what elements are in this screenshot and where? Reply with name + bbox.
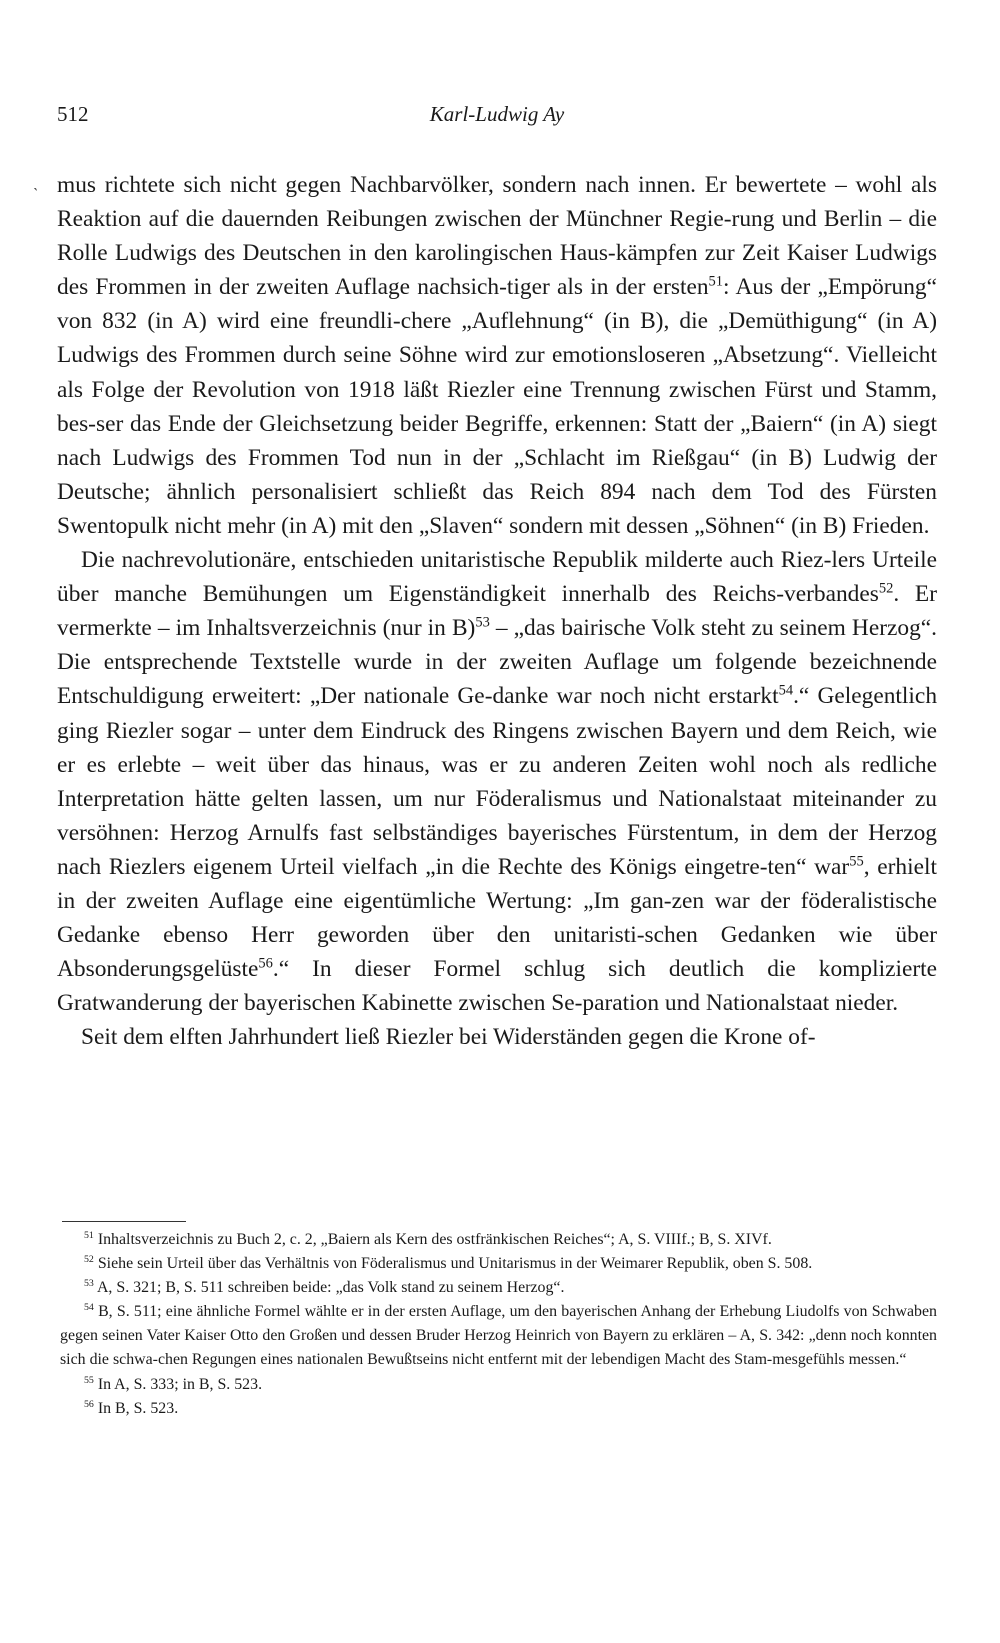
footnotes [60,1228,937,1421]
page-number: 512 [57,102,89,126]
footnote-number: 51 [84,1230,94,1242]
text-segment: – „das bairische Volk steht zu seinem Herzog“. Die entsprechende Textstelle wurde in der zweiten Auflage um folgende bezeichnende Entschuldigung erweitert: „Der nationale Ge-danke war noch nicht erstarkt [57,615,938,710]
footnote [60,1397,937,1421]
footnote-text: In A, S. 333; in B, S. 523. [93,1375,263,1393]
footnote-ref[interactable]: 55 [849,853,864,870]
footnote-ref[interactable]: 56 [258,955,273,972]
footnote-text: Inhaltsverzeichnis zu Buch 2, c. 2, „Baiern als Kern des ostfränkischen Reiches“; A, S. VIIIf.; B, S. XIVf. [93,1231,772,1248]
footnote [60,1276,937,1300]
footnote [60,1252,937,1276]
paragraph [57,543,937,1020]
paragraph [57,168,937,543]
footnote [60,1228,937,1252]
footnote-text: A, S. 321; B, S. 511 schreiben beide: „das Volk stand zu seinem Herzog“. [93,1279,565,1297]
text-segment: : Aus der „Empörung“ von 832 (in A) wird eine freundli-chere „Auflehnung“ (in B), die „Demüthigung“ (in A) Ludwigs des Frommen durch seine Söhne wird zur emotionsloseren „Absetzung“. Vielleicht als Folge der Revolution von 1918 läßt Riezler eine Trennung zwischen Fürst und Stamm, bes-ser das Ende der Gleichsetzung beider Begriffe, erkennen: Statt der „Baiern“ (in A) siegt nach Ludwigs des Frommen Tod nun in der „Schlacht im Rießgau“ (in B) Ludwig der Deutsche; ähnlich personalisiert schließt das Reich 894 nach dem Tod des Fürsten Swentopulk nicht mehr (in A) mit den „Slaven“ sondern mit dessen „Söhnen“ (in B) Frieden. [57,274,937,539]
text-segment: .“ In dieser Formel schlug sich deutlich die komplizierte Gratwanderung der bayerischen Kabinette zwischen Se-paration und Nationalstaat nieder. [57,956,937,1017]
footnote-text: Siehe sein Urteil über das Verhältnis von Föderalismus und Unitarismus in der Weimarer Republik, oben S. 508. [93,1255,813,1273]
footnote [60,1373,937,1397]
footnote-ref[interactable]: 54 [778,682,794,699]
text-segment: .“ Gelegentlich ging Riezler sogar – unter dem Eindruck des Ringens zwischen Bayern und dem Reich, wie er es erlebte – weit über das hinaus, was er zu anderen Zeiten wohl noch als redliche Interpretation hätte gelten lassen, um nur Föderalismus und Nationalstaat miteinander zu versöhnen: Herzog Arnulfs fast selbständiges bayerisches Fürstentum, in dem der Herzog nach Riezlers eigenem Urteil vielfach „in die Rechte des Königs eingetre-ten“ war [57,683,938,880]
footnote-ref[interactable]: 52 [878,580,894,597]
footnote-text: B, S. 511; eine ähnliche Formel wählte er in der ersten Auflage, um den bayerischen Anhang der Erhebung Liudolfs von Schwaben gegen seinen Vater Kaiser Otto den Großen und dessen Bruder Herzog Heinrich von Bayern zu erklären – A, S. 342: „denn noch konnten sich die schwa-chen Regungen eines nationalen Bewußtseins nicht entfernt mit der lebendigen Macht des Stam-mesgefühls messen.“ [60,1303,937,1369]
footnote-text: In B, S. 523. [93,1399,179,1417]
running-head: Karl-Ludwig Ay [429,102,565,126]
footnote-number: 54 [84,1302,94,1314]
footnote-number: 53 [84,1278,94,1290]
page-header [57,102,937,132]
footnote-number: 52 [84,1254,94,1266]
text-segment: . Er vermerkte – im Inhaltsverzeichnis (nur in B) [57,581,937,642]
main-text [57,168,937,1054]
footnote-number: 56 [84,1398,94,1410]
margin-mark: ˎ [33,171,39,191]
footnote-rule [62,1221,186,1222]
text-segment: Seit dem elften Jahrhundert ließ Riezler bei Widerständen gegen die Krone of- [81,1024,816,1051]
paragraph [57,1020,937,1054]
footnote [60,1300,937,1372]
footnote-ref[interactable]: 53 [475,614,490,631]
footnote-ref[interactable]: 51 [708,273,724,290]
text-segment: , erhielt in der zweiten Auflage eine eigentümliche Wertung: „Im gan-zen war der föderalistische Gedanke ebenso Herr geworden über den unitaristi-schen Gedanken wie über Absonderungsgelüste [57,853,937,983]
text-segment: Die nachrevolutionäre, entschieden unitaristische Republik milderte auch Riez-lers Urteile über manche Bemühungen um Eigenständigkeit innerhalb des Reichs-verbandes [57,547,937,608]
footnote-number: 55 [84,1374,94,1386]
text-segment: mus richtete sich nicht gegen Nachbarvölker, sondern nach innen. Er bewertete – wohl als Reaktion auf die dauernden Reibungen zwischen der Münchner Regie-rung und Berlin – die Rolle Ludwigs des Deutschen in den karolingischen Haus-kämpfen zur Zeit Kaiser Ludwigs des Frommen in der zweiten Auflage nachsich-tiger als in der ersten [57,172,937,301]
